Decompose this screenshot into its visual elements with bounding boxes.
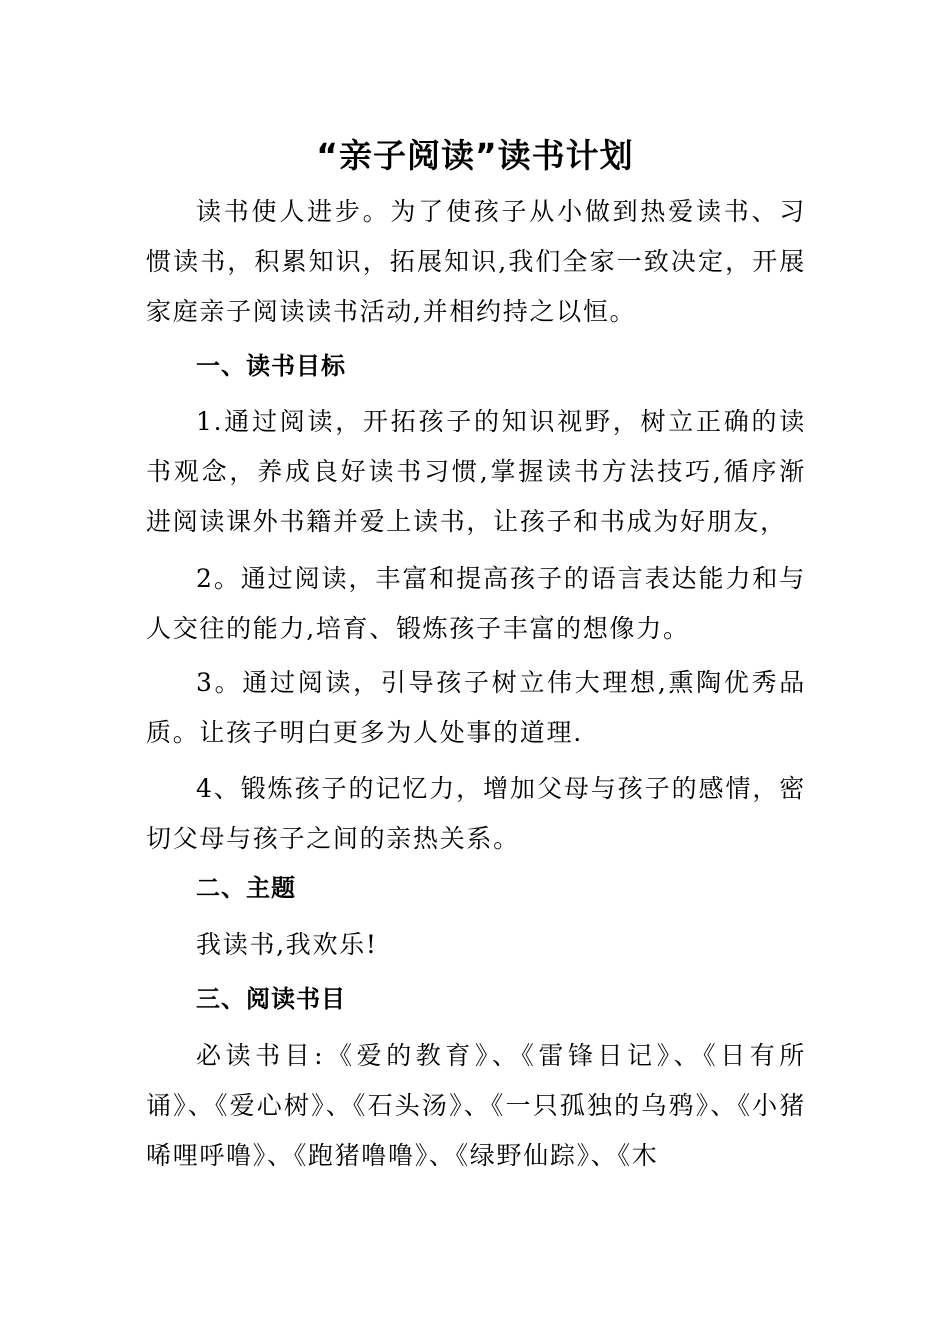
goal-paragraph-3: 3。通过阅读，引导孩子树立伟大理想,熏陶优秀品质。让孩子明白更多为人处事的道理.	[146, 668, 806, 747]
goal-paragraph-1: 1.通过阅读，开拓孩子的知识视野，树立正确的读书观念，养成良好读书习惯,掌握读书方法技巧,循序渐进阅读课外书籍并爱上读书，让孩子和书成为好朋友，	[146, 407, 806, 536]
section-heading-theme: 二、主题	[196, 874, 296, 902]
section-heading-goals: 一、读书目标	[196, 352, 346, 380]
goal-paragraph-4: 4、锻炼孩子的记忆力，增加父母与孩子的感情，密切父母与孩子之间的亲热关系。	[146, 774, 806, 853]
section-heading-booklist: 三、阅读书目	[196, 985, 346, 1013]
goal-paragraph-2: 2。通过阅读，丰富和提高孩子的语言表达能力和与人交往的能力,培育、锻炼孩子丰富的想像力。	[146, 564, 806, 643]
intro-paragraph: 读书使人进步。为了使孩子从小做到热爱读书、习惯读书，积累知识，拓展知识,我们全家一致决定，开展家庭亲子阅读读书活动,并相约持之以恒。	[146, 197, 806, 326]
document-title: “亲子阅读”读书计划	[316, 136, 634, 175]
theme-paragraph: 我读书,我欢乐!	[196, 930, 378, 959]
booklist-paragraph: 必读书目:《爱的教育》、《雷锋日记》、《日有所诵》、《爱心树》、《石头汤》、《一只孤独的乌鸦》、《小猪唏哩呼噜》、《跑猪噜噜》、《绿野仙踪》、《木	[146, 1041, 806, 1170]
